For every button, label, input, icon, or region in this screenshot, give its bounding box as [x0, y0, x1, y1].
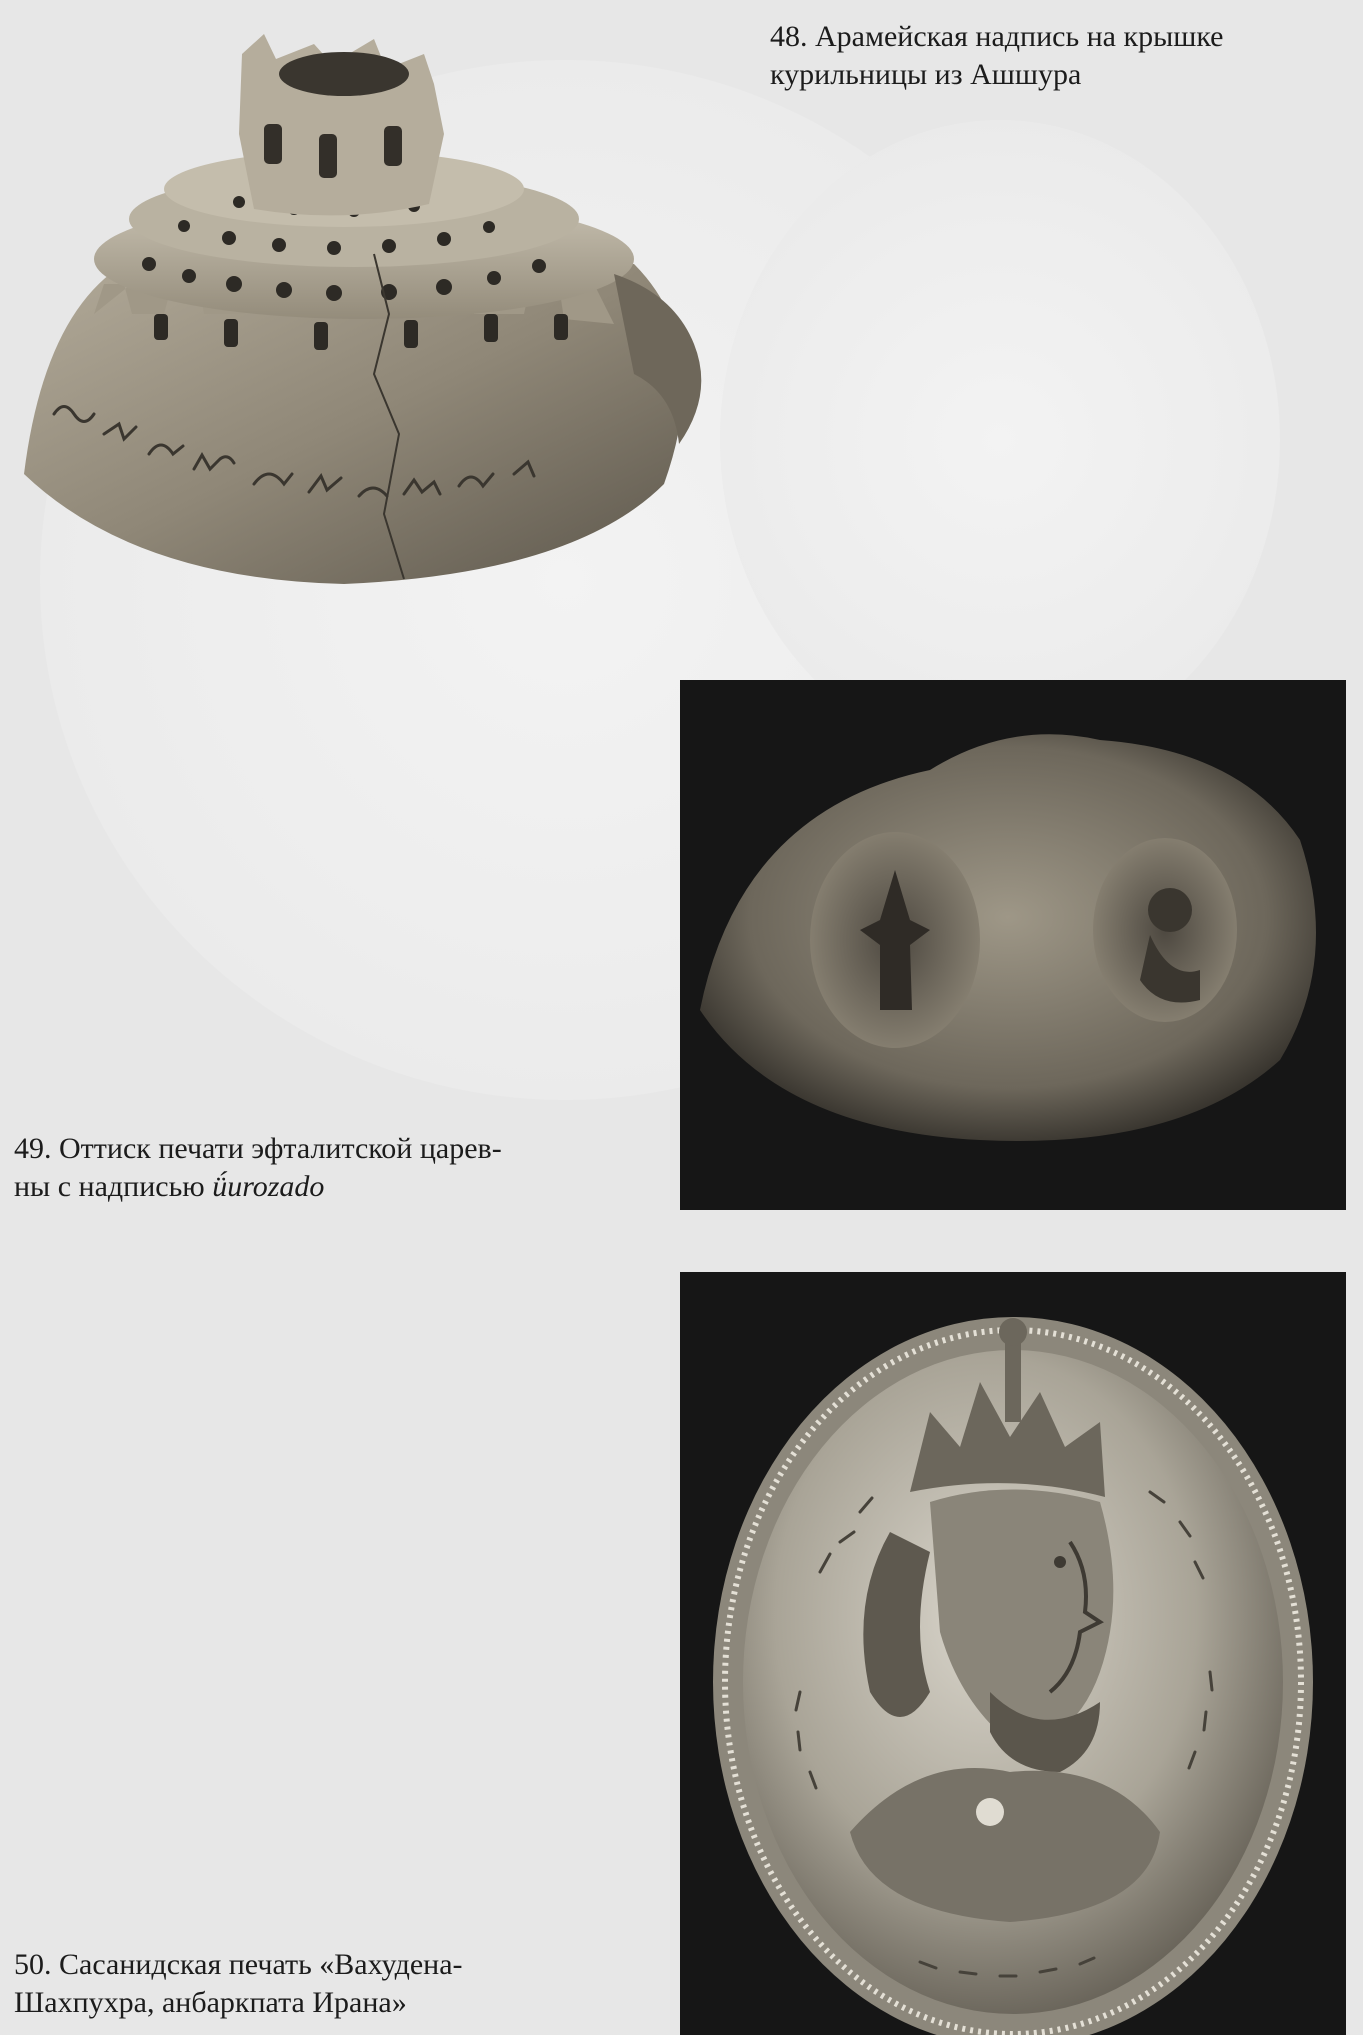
caption-line: 50. Сасанидская печать «Вахудена-	[14, 1948, 463, 1981]
figure-50-image	[680, 1272, 1346, 2035]
figure-49-caption	[14, 1130, 502, 1206]
figure-49-image	[680, 680, 1346, 1210]
figure-48-image	[14, 14, 754, 614]
caption-line: Шахпухра, анбаркпата Ирана»	[14, 1986, 407, 2019]
figure-48-caption	[770, 18, 1223, 94]
caption-line	[14, 1168, 502, 1206]
seal-impression-photo	[680, 680, 1346, 1210]
caption-text: ны с надписью	[14, 1170, 213, 1203]
incense-burner-lid-photo	[14, 14, 754, 614]
caption-line: курильницы из Ашшура	[770, 58, 1082, 91]
caption-line: 49. Оттиск печати эфталитской царев-	[14, 1132, 502, 1165]
bleed-through-shape	[720, 120, 1280, 760]
caption-line: 48. Арамейская надпись на крышке	[770, 20, 1224, 53]
sasanian-seal-portrait-photo	[680, 1272, 1346, 2035]
figure-50-caption	[14, 1946, 463, 2022]
inscription-reading: ǘurozado	[212, 1170, 325, 1203]
